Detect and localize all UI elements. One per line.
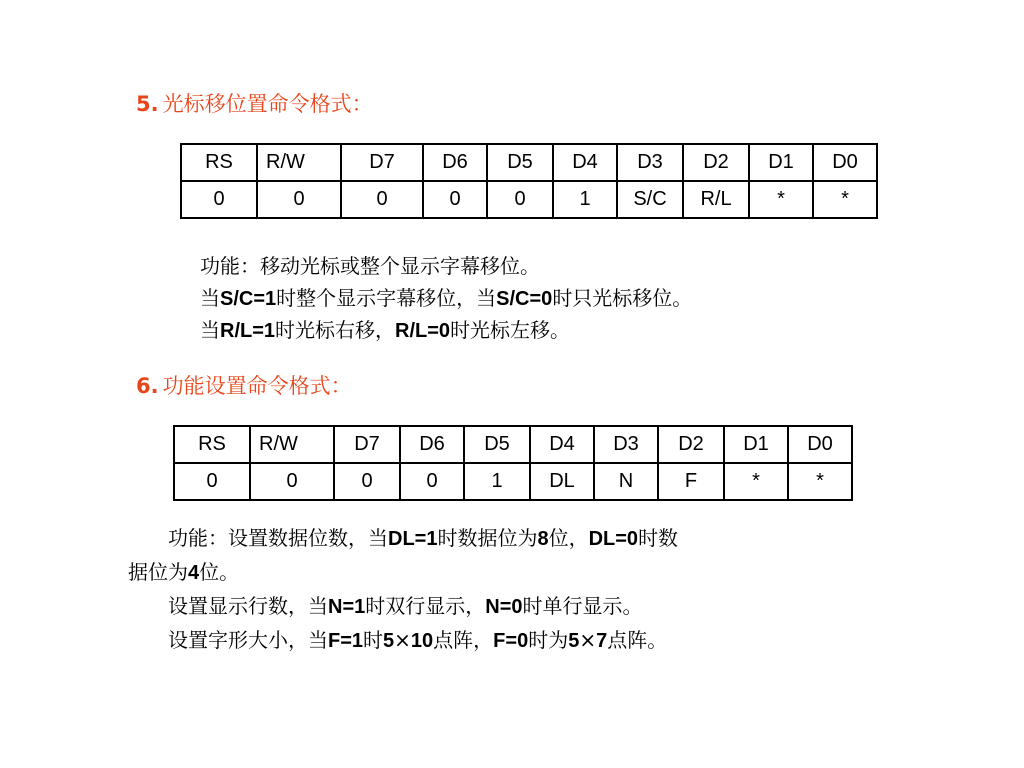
value-cell-d5: 0 bbox=[487, 181, 553, 218]
value-cell-d0: * bbox=[813, 181, 877, 218]
text-segment: N=1 bbox=[328, 596, 366, 618]
text-segment: 10 bbox=[410, 630, 434, 652]
header-cell-d5: D5 bbox=[487, 144, 553, 181]
text-segment: 4 bbox=[188, 562, 200, 584]
text-segment: 时双行显示， bbox=[365, 594, 486, 618]
text-segment: 时数据位为 bbox=[437, 526, 538, 550]
section-5-heading bbox=[136, 88, 373, 118]
header-cell-d1: D1 bbox=[749, 144, 813, 181]
text-segment: S/C=1 bbox=[220, 288, 277, 310]
section-6-lines-setting bbox=[168, 590, 643, 619]
section-5-sc-line bbox=[200, 282, 692, 311]
text-segment: 据位为 bbox=[128, 560, 188, 584]
text-segment: 点阵， bbox=[433, 628, 494, 652]
header-cell-rw: R/W bbox=[257, 144, 341, 181]
text-segment: 时数 bbox=[638, 526, 679, 550]
value-cell-d1: * bbox=[749, 181, 813, 218]
cursor-shift-command-table bbox=[180, 143, 878, 219]
text-segment: R/L=0 bbox=[395, 320, 451, 342]
header-cell-d2: D2 bbox=[683, 144, 749, 181]
header-cell-d1: D1 bbox=[724, 426, 788, 463]
value-cell-d7: 0 bbox=[334, 463, 400, 500]
text-segment: DL=1 bbox=[388, 528, 438, 550]
value-cell-d2: R/L bbox=[683, 181, 749, 218]
section-6-number: 6. bbox=[136, 374, 159, 398]
value-cell-d7: 0 bbox=[341, 181, 423, 218]
section-5-function-line: 功能：移动光标或整个显示字幕移位。 bbox=[200, 254, 540, 278]
table-value-row bbox=[181, 181, 877, 218]
header-cell-d5: D5 bbox=[464, 426, 530, 463]
header-cell-d6: D6 bbox=[423, 144, 487, 181]
value-cell-d1: * bbox=[724, 463, 788, 500]
value-cell-rs: 0 bbox=[174, 463, 250, 500]
section-6-function-line bbox=[168, 522, 678, 551]
text-segment: 时 bbox=[363, 628, 384, 652]
text-segment: 时单行显示。 bbox=[522, 594, 643, 618]
text-segment: 时整个显示字幕移位，当 bbox=[276, 286, 497, 310]
header-cell-d0: D0 bbox=[788, 426, 852, 463]
text-segment: 时为 bbox=[528, 628, 569, 652]
section-5-rl-line bbox=[200, 314, 570, 343]
text-segment: 当 bbox=[200, 286, 220, 310]
header-cell-d0: D0 bbox=[813, 144, 877, 181]
text-segment: 5 bbox=[568, 630, 580, 652]
value-cell-d5: 1 bbox=[464, 463, 530, 500]
value-cell-d6: 0 bbox=[400, 463, 464, 500]
header-cell-rw: R/W bbox=[250, 426, 334, 463]
header-cell-d6: D6 bbox=[400, 426, 464, 463]
text-segment: F=0 bbox=[493, 630, 529, 652]
value-cell-d3: S/C bbox=[617, 181, 683, 218]
text-segment: 位， bbox=[548, 526, 589, 550]
text-segment: × bbox=[394, 628, 411, 652]
table-header-row bbox=[174, 426, 852, 463]
header-cell-d7: D7 bbox=[341, 144, 423, 181]
text-segment: F=1 bbox=[328, 630, 364, 652]
section-6-function-line-continued bbox=[128, 556, 239, 585]
value-cell-d3: N bbox=[594, 463, 658, 500]
header-cell-d4: D4 bbox=[553, 144, 617, 181]
text-segment: N=0 bbox=[485, 596, 523, 618]
value-cell-rw: 0 bbox=[257, 181, 341, 218]
text-segment: 时光标右移， bbox=[275, 318, 396, 342]
value-cell-d6: 0 bbox=[423, 181, 487, 218]
section-6-heading bbox=[136, 370, 352, 400]
section-5-title: 光标移位置命令格式： bbox=[162, 92, 373, 116]
header-cell-rs: RS bbox=[181, 144, 257, 181]
header-cell-d3: D3 bbox=[594, 426, 658, 463]
text-segment: 5 bbox=[383, 630, 395, 652]
table-value-row bbox=[174, 463, 852, 500]
text-segment: 时光标左移。 bbox=[450, 318, 571, 342]
header-cell-d7: D7 bbox=[334, 426, 400, 463]
header-cell-d2: D2 bbox=[658, 426, 724, 463]
text-segment: S/C=0 bbox=[496, 288, 553, 310]
function-set-command-table bbox=[173, 425, 853, 501]
text-segment: 8 bbox=[537, 528, 549, 550]
value-cell-d4: DL bbox=[530, 463, 594, 500]
text-segment: 设置显示行数，当 bbox=[168, 594, 328, 618]
text-segment: 点阵。 bbox=[607, 628, 668, 652]
section-5-number: 5. bbox=[136, 92, 159, 116]
text-segment: 位。 bbox=[199, 560, 240, 584]
text-segment: × bbox=[579, 628, 597, 652]
text-segment: DL=0 bbox=[588, 528, 639, 550]
text-segment: 设置字形大小，当 bbox=[168, 628, 328, 652]
section-6-font-setting bbox=[168, 624, 667, 653]
text-segment: 当 bbox=[200, 318, 220, 342]
header-cell-d4: D4 bbox=[530, 426, 594, 463]
value-cell-d4: 1 bbox=[553, 181, 617, 218]
table-header-row bbox=[181, 144, 877, 181]
text-segment: 时只光标移位。 bbox=[552, 286, 693, 310]
value-cell-d0: * bbox=[788, 463, 852, 500]
header-cell-d3: D3 bbox=[617, 144, 683, 181]
text-segment: 7 bbox=[596, 630, 608, 652]
text-segment: R/L=1 bbox=[220, 320, 276, 342]
value-cell-d2: F bbox=[658, 463, 724, 500]
value-cell-rs: 0 bbox=[181, 181, 257, 218]
header-cell-rs: RS bbox=[174, 426, 250, 463]
text-segment: 功能：设置数据位数，当 bbox=[168, 526, 388, 550]
value-cell-rw: 0 bbox=[250, 463, 334, 500]
section-6-title: 功能设置命令格式： bbox=[162, 374, 352, 398]
